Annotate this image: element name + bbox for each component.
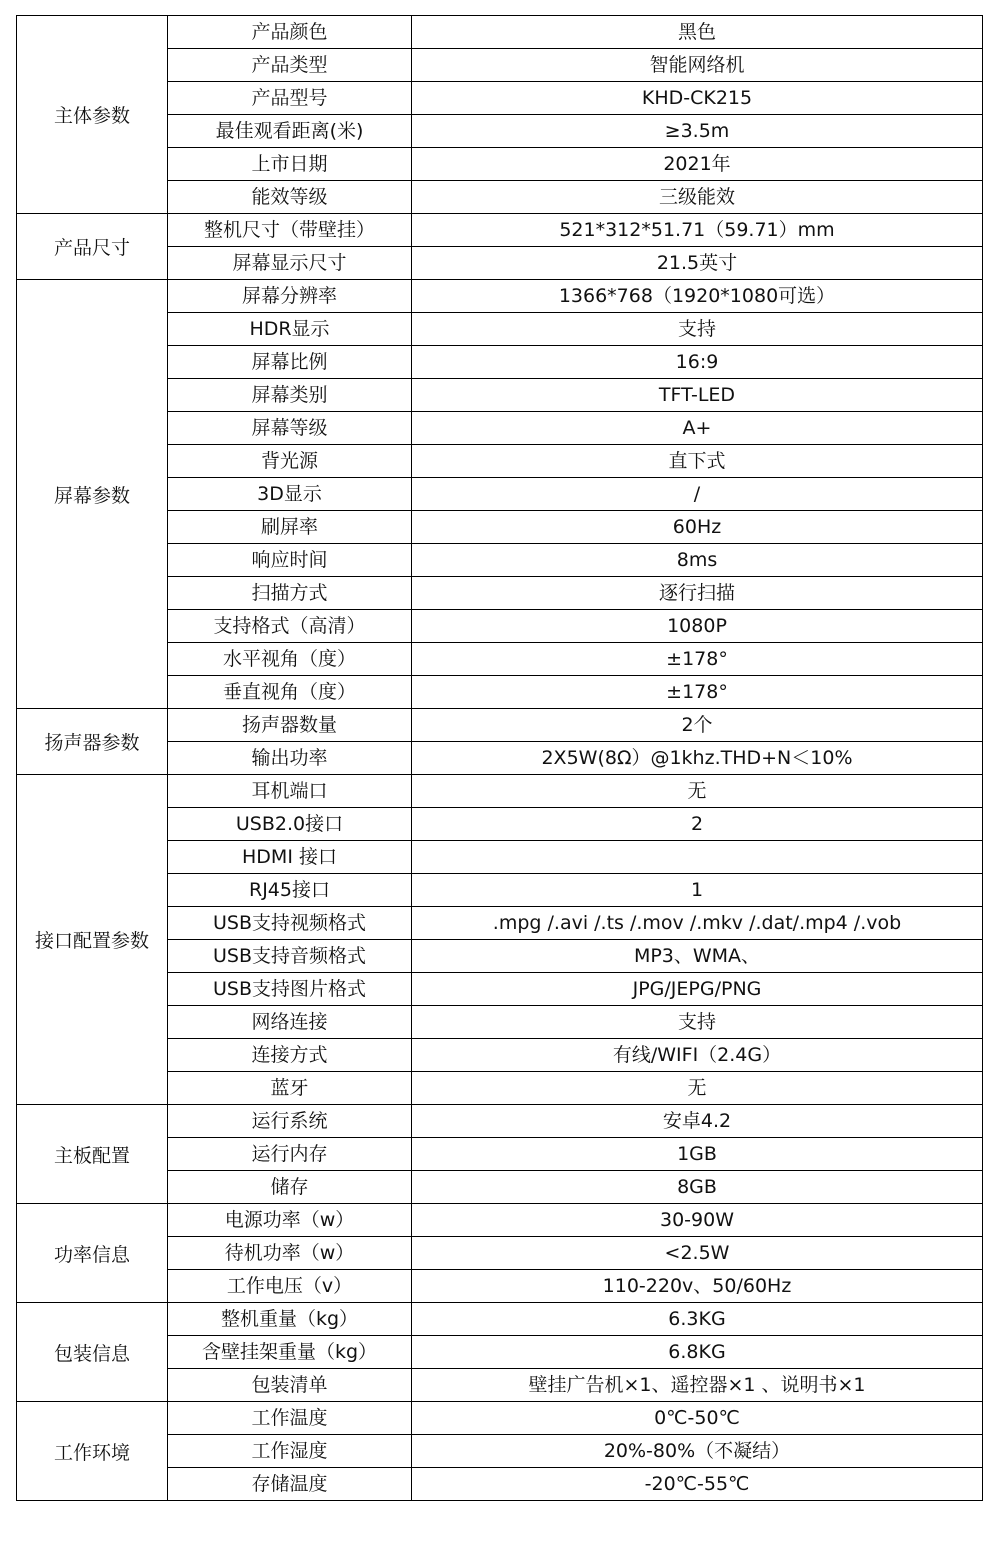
- spec-label-cell: 存储温度: [168, 1468, 412, 1501]
- category-cell: 接口配置参数: [17, 775, 168, 1105]
- spec-value-cell: JPG/JEPG/PNG: [412, 973, 983, 1006]
- spec-label-cell: 待机功率（w）: [168, 1237, 412, 1270]
- category-cell: 主体参数: [17, 16, 168, 214]
- spec-value-cell: ±178°: [412, 676, 983, 709]
- table-row: [17, 775, 983, 808]
- spec-value-cell: 8ms: [412, 544, 983, 577]
- spec-label-cell: 刷屏率: [168, 511, 412, 544]
- spec-value-cell: 逐行扫描: [412, 577, 983, 610]
- table-row: [17, 16, 983, 49]
- spec-label-cell: 产品类型: [168, 49, 412, 82]
- category-cell: 工作环境: [17, 1402, 168, 1501]
- spec-value-cell: 0℃-50℃: [412, 1402, 983, 1435]
- spec-label-cell: 网络连接: [168, 1006, 412, 1039]
- spec-value-cell: MP3、WMA、: [412, 940, 983, 973]
- spec-value-cell: 支持: [412, 313, 983, 346]
- spec-label-cell: 扫描方式: [168, 577, 412, 610]
- spec-label-cell: HDR显示: [168, 313, 412, 346]
- spec-value-cell: 1: [412, 874, 983, 907]
- spec-value-cell: 黑色: [412, 16, 983, 49]
- spec-value-cell: [412, 841, 983, 874]
- spec-value-cell: 1GB: [412, 1138, 983, 1171]
- spec-label-cell: 运行系统: [168, 1105, 412, 1138]
- spec-value-cell: TFT-LED: [412, 379, 983, 412]
- spec-label-cell: 最佳观看距离(米): [168, 115, 412, 148]
- spec-value-cell: 2个: [412, 709, 983, 742]
- spec-value-cell: 无: [412, 775, 983, 808]
- spec-table: [16, 15, 983, 1501]
- spec-value-cell: 2X5W(8Ω）@1khz.THD+N＜10%: [412, 742, 983, 775]
- spec-label-cell: 背光源: [168, 445, 412, 478]
- spec-value-cell: 21.5英寸: [412, 247, 983, 280]
- spec-value-cell: 16:9: [412, 346, 983, 379]
- spec-label-cell: 产品颜色: [168, 16, 412, 49]
- spec-label-cell: 工作湿度: [168, 1435, 412, 1468]
- spec-label-cell: 储存: [168, 1171, 412, 1204]
- table-row: [17, 1402, 983, 1435]
- table-row: [17, 214, 983, 247]
- spec-label-cell: 连接方式: [168, 1039, 412, 1072]
- spec-label-cell: 耳机端口: [168, 775, 412, 808]
- spec-label-cell: USB支持音频格式: [168, 940, 412, 973]
- spec-label-cell: 能效等级: [168, 181, 412, 214]
- spec-value-cell: A+: [412, 412, 983, 445]
- spec-label-cell: 运行内存: [168, 1138, 412, 1171]
- spec-label-cell: 支持格式（高清）: [168, 610, 412, 643]
- spec-value-cell: 1080P: [412, 610, 983, 643]
- spec-label-cell: 工作电压（v）: [168, 1270, 412, 1303]
- spec-label-cell: HDMI 接口: [168, 841, 412, 874]
- table-row: [17, 1303, 983, 1336]
- table-row: [17, 709, 983, 742]
- spec-value-cell: 壁挂广告机×1、遥控器×1 、说明书×1: [412, 1369, 983, 1402]
- spec-value-cell: 有线/WIFI（2.4G）: [412, 1039, 983, 1072]
- spec-label-cell: RJ45接口: [168, 874, 412, 907]
- spec-label-cell: 屏幕显示尺寸: [168, 247, 412, 280]
- table-row: [17, 1204, 983, 1237]
- spec-label-cell: 工作温度: [168, 1402, 412, 1435]
- spec-value-cell: 6.8KG: [412, 1336, 983, 1369]
- spec-value-cell: -20℃-55℃: [412, 1468, 983, 1501]
- category-cell: 扬声器参数: [17, 709, 168, 775]
- spec-label-cell: 电源功率（w）: [168, 1204, 412, 1237]
- spec-label-cell: 整机重量（kg）: [168, 1303, 412, 1336]
- spec-value-cell: 1366*768（1920*1080可选）: [412, 280, 983, 313]
- spec-label-cell: USB支持图片格式: [168, 973, 412, 1006]
- table-row: [17, 1105, 983, 1138]
- table-row: [17, 280, 983, 313]
- category-cell: 包装信息: [17, 1303, 168, 1402]
- spec-label-cell: 屏幕比例: [168, 346, 412, 379]
- spec-value-cell: 无: [412, 1072, 983, 1105]
- category-cell: 产品尺寸: [17, 214, 168, 280]
- spec-value-cell: 521*312*51.71（59.71）mm: [412, 214, 983, 247]
- spec-value-cell: 支持: [412, 1006, 983, 1039]
- spec-label-cell: 响应时间: [168, 544, 412, 577]
- spec-label-cell: 蓝牙: [168, 1072, 412, 1105]
- spec-value-cell: KHD-CK215: [412, 82, 983, 115]
- spec-label-cell: 扬声器数量: [168, 709, 412, 742]
- spec-value-cell: 60Hz: [412, 511, 983, 544]
- spec-value-cell: .mpg /.avi /.ts /.mov /.mkv /.dat/.mp4 /.vob: [412, 907, 983, 940]
- spec-label-cell: 水平视角（度）: [168, 643, 412, 676]
- spec-value-cell: 30-90W: [412, 1204, 983, 1237]
- spec-value-cell: 三级能效: [412, 181, 983, 214]
- spec-value-cell: 智能网络机: [412, 49, 983, 82]
- category-cell: 主板配置: [17, 1105, 168, 1204]
- spec-label-cell: USB支持视频格式: [168, 907, 412, 940]
- spec-label-cell: 屏幕分辨率: [168, 280, 412, 313]
- category-cell: 功率信息: [17, 1204, 168, 1303]
- spec-value-cell: ±178°: [412, 643, 983, 676]
- spec-label-cell: 3D显示: [168, 478, 412, 511]
- spec-value-cell: 6.3KG: [412, 1303, 983, 1336]
- spec-label-cell: 包装清单: [168, 1369, 412, 1402]
- spec-label-cell: 整机尺寸（带壁挂）: [168, 214, 412, 247]
- spec-value-cell: 20%-80%（不凝结）: [412, 1435, 983, 1468]
- spec-label-cell: 产品型号: [168, 82, 412, 115]
- spec-value-cell: 直下式: [412, 445, 983, 478]
- spec-label-cell: 屏幕等级: [168, 412, 412, 445]
- spec-value-cell: ≥3.5m: [412, 115, 983, 148]
- spec-label-cell: 输出功率: [168, 742, 412, 775]
- spec-label-cell: 垂直视角（度）: [168, 676, 412, 709]
- spec-label-cell: 屏幕类别: [168, 379, 412, 412]
- spec-value-cell: 2021年: [412, 148, 983, 181]
- spec-value-cell: <2.5W: [412, 1237, 983, 1270]
- spec-label-cell: 含壁挂架重量（kg）: [168, 1336, 412, 1369]
- spec-value-cell: /: [412, 478, 983, 511]
- spec-label-cell: 上市日期: [168, 148, 412, 181]
- spec-value-cell: 2: [412, 808, 983, 841]
- spec-value-cell: 安卓4.2: [412, 1105, 983, 1138]
- spec-value-cell: 8GB: [412, 1171, 983, 1204]
- spec-label-cell: USB2.0接口: [168, 808, 412, 841]
- spec-table-body: [17, 16, 983, 1501]
- spec-value-cell: 110-220v、50/60Hz: [412, 1270, 983, 1303]
- category-cell: 屏幕参数: [17, 280, 168, 709]
